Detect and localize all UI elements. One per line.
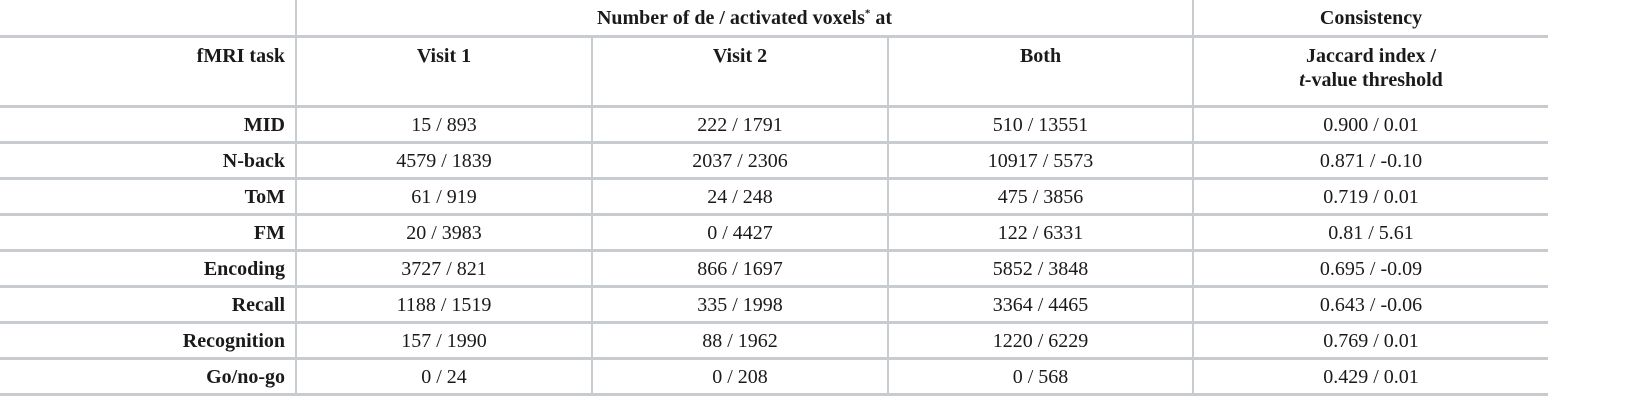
col-header-jaccard (1193, 37, 1548, 107)
cell-both: 122 / 6331 (888, 215, 1193, 251)
table-row (0, 215, 1548, 251)
footnote-marker: * (864, 6, 871, 19)
col-header-visit1: Visit 1 (296, 37, 592, 107)
cell-visit2: 335 / 1998 (592, 287, 888, 323)
col-header-visit2: Visit 2 (592, 37, 888, 107)
table-body (0, 107, 1548, 395)
cell-visit1: 4579 / 1839 (296, 143, 592, 179)
group-header-row (0, 0, 1548, 37)
empty-header-cell (0, 0, 296, 37)
table-row (0, 143, 1548, 179)
row-task-label: MID (0, 107, 296, 143)
cell-jaccard: 0.900 / 0.01 (1193, 107, 1548, 143)
cell-jaccard: 0.81 / 5.61 (1193, 215, 1548, 251)
table-row (0, 359, 1548, 395)
cell-both: 475 / 3856 (888, 179, 1193, 215)
cell-visit1: 0 / 24 (296, 359, 592, 395)
row-task-label: N-back (0, 143, 296, 179)
table-row (0, 251, 1548, 287)
row-task-label: FM (0, 215, 296, 251)
cell-visit2: 24 / 248 (592, 179, 888, 215)
row-task-label: ToM (0, 179, 296, 215)
col-header-jaccard-t: t (1299, 69, 1305, 91)
voxels-group-header-text: Number of de / activated voxels (596, 6, 865, 29)
cell-both: 1220 / 6229 (888, 323, 1193, 359)
cell-visit2: 88 / 1962 (592, 323, 888, 359)
cell-visit2: 0 / 208 (592, 359, 888, 395)
cell-both: 5852 / 3848 (888, 251, 1193, 287)
column-header-row (0, 37, 1548, 107)
cell-visit1: 61 / 919 (296, 179, 592, 215)
table-row (0, 323, 1548, 359)
col-header-jaccard-line1: Jaccard index / (1306, 45, 1437, 67)
row-task-label: Recognition (0, 323, 296, 359)
cell-jaccard: 0.871 / -0.10 (1193, 143, 1548, 179)
cell-visit1: 1188 / 1519 (296, 287, 592, 323)
col-header-both: Both (888, 37, 1193, 107)
cell-jaccard: 0.769 / 0.01 (1193, 323, 1548, 359)
cell-visit1: 3727 / 821 (296, 251, 592, 287)
col-header-jaccard-line2: -value threshold (1304, 69, 1443, 91)
cell-visit2: 2037 / 2306 (592, 143, 888, 179)
row-task-label: Encoding (0, 251, 296, 287)
table-row (0, 287, 1548, 323)
row-task-label: Recall (0, 287, 296, 323)
voxels-group-header-suffix: at (870, 6, 893, 29)
cell-both: 3364 / 4465 (888, 287, 1193, 323)
cell-visit2: 866 / 1697 (592, 251, 888, 287)
cell-visit1: 157 / 1990 (296, 323, 592, 359)
cell-jaccard: 0.695 / -0.09 (1193, 251, 1548, 287)
table-row (0, 107, 1548, 143)
row-task-label: Go/no-go (0, 359, 296, 395)
cell-visit2: 222 / 1791 (592, 107, 888, 143)
col-header-task: fMRI task (0, 37, 296, 107)
cell-visit1: 20 / 3983 (296, 215, 592, 251)
voxels-group-header (296, 0, 1193, 37)
cell-visit2: 0 / 4427 (592, 215, 888, 251)
consistency-group-header: Consistency (1193, 0, 1548, 37)
table-row (0, 179, 1548, 215)
cell-visit1: 15 / 893 (296, 107, 592, 143)
cell-both: 10917 / 5573 (888, 143, 1193, 179)
cell-jaccard: 0.719 / 0.01 (1193, 179, 1548, 215)
cell-jaccard: 0.643 / -0.06 (1193, 287, 1548, 323)
cell-both: 0 / 568 (888, 359, 1193, 395)
cell-jaccard: 0.429 / 0.01 (1193, 359, 1548, 395)
cell-both: 510 / 13551 (888, 107, 1193, 143)
